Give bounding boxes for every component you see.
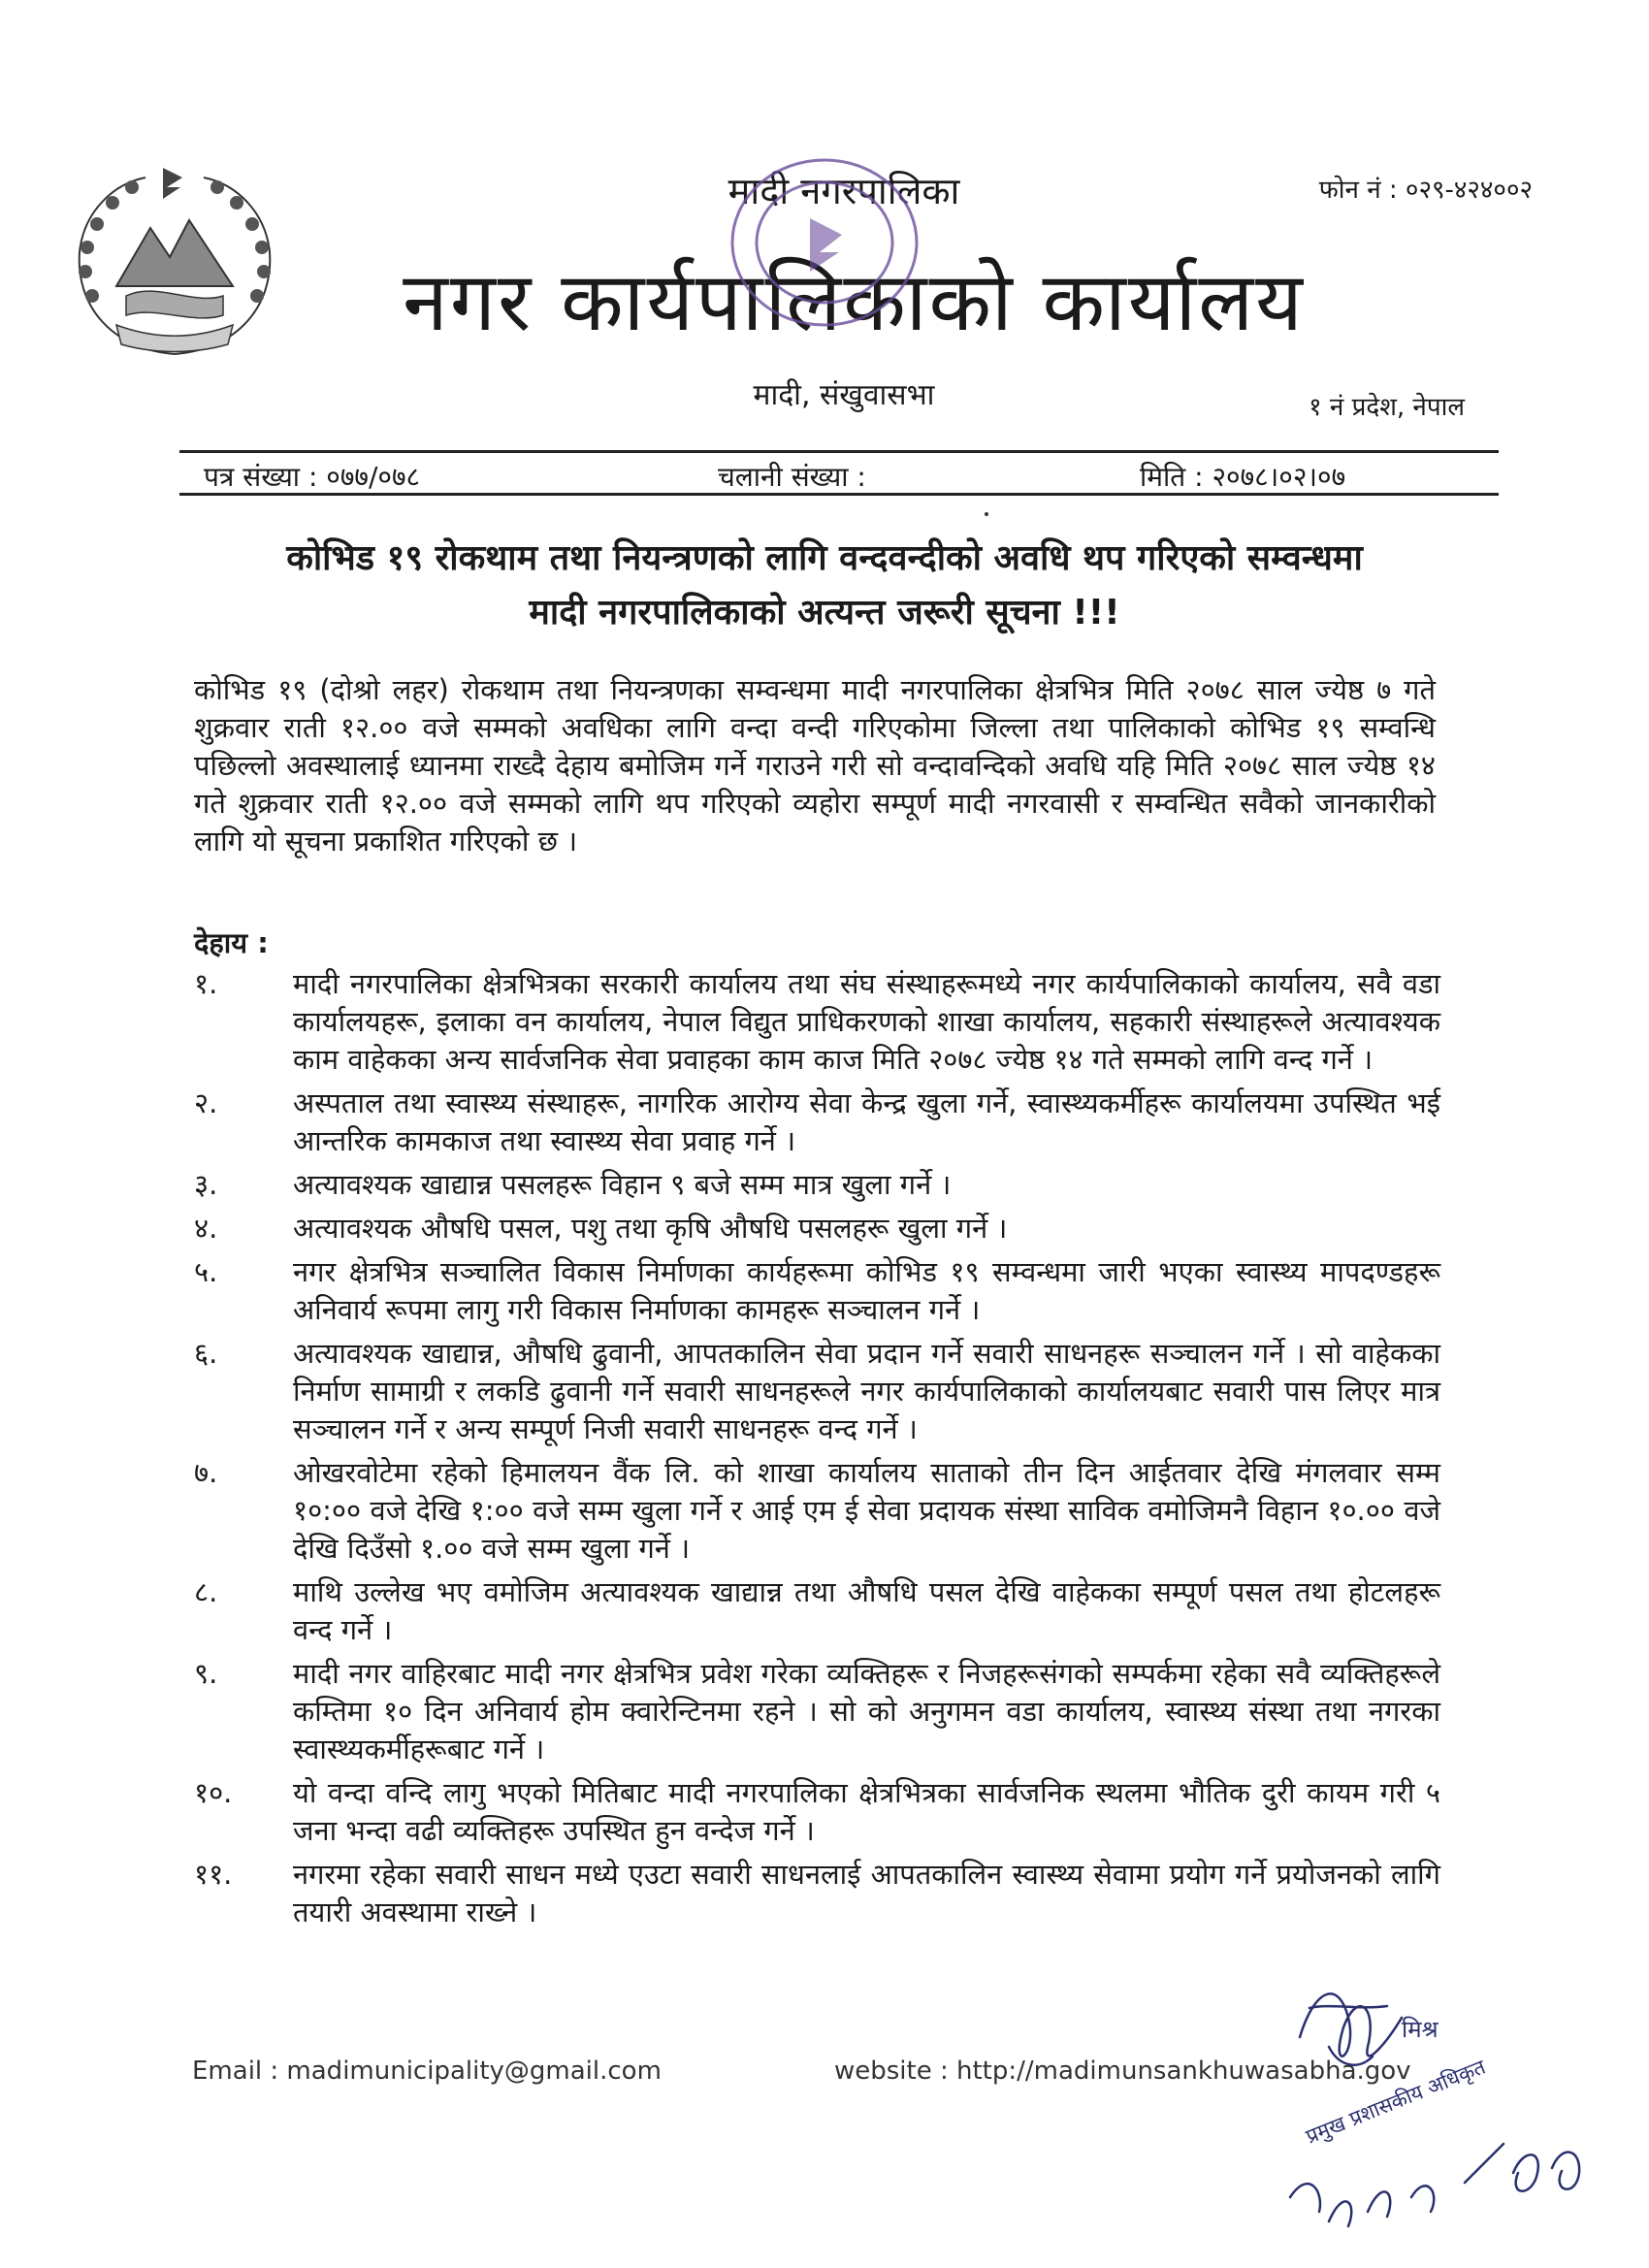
item-text: मादी नगर वाहिरबाट मादी नगर क्षेत्रभित्र प्रवेश गरेका व्यक्तिहरू र निजहरूसंगको सम्पर्कमा रहेका सवै व्यक्तिहरूले कम्तिमा १० दिन अनिवार्य होम क्वारेन्टिनमा रहने । सो को अनुगमन वडा कार्यालय, स्वास्थ्य संस्था तथा नगरका स्वास्थ्यकर्मीहरूबाट गर्ने ।: [293, 1657, 1440, 1766]
dehay-label: देहाय :: [194, 926, 269, 959]
item-number: ७.: [194, 1456, 218, 1489]
list-item: [194, 965, 1440, 1079]
list-item: [194, 1454, 1440, 1568]
item-text: मादी नगरपालिका क्षेत्रभित्रका सरकारी कार्यालय तथा संघ संस्थाहरूमध्ये नगर कार्यपालिकाको कार्यालय, सवै वडा कार्यालयहरू, इलाका वन कार्यालय, नेपाल विद्युत प्राधिकरणको शाखा कार्यालय, सहकारी संस्थाहरूले अत्यावश्यक काम वाहेकका अन्य सार्वजनिक सेवा प्रवाहका काम काज मिति २०७८ ज्येष्ठ १४ गते सम्मको लागि वन्द गर्ने ।: [293, 967, 1440, 1076]
officer-signature-icon: [1271, 1950, 1620, 2251]
directive-list: [194, 965, 1440, 1937]
item-number: ५.: [194, 1255, 218, 1288]
list-item: [194, 1335, 1440, 1448]
official-stamp-icon: [718, 146, 931, 340]
item-text: यो वन्दा वन्दि लागु भएको मितिबाट मादी नगरपालिका क्षेत्रभित्रका सार्वजनिक स्थलमा भौतिक दुरी कायम गरी ५ जना भन्दा वढी व्यक्तिहरू उपस्थित हुन वन्देज गर्ने ।: [293, 1776, 1440, 1847]
item-text: अत्यावश्यक औषधि पसल, पशु तथा कृषि औषधि पसलहरू खुला गर्ने ।: [293, 1212, 1008, 1245]
province: १ नं प्रदेश, नेपाल: [1309, 393, 1465, 422]
notice-title: [0, 532, 1649, 640]
item-number: २.: [194, 1086, 218, 1119]
notice-body: कोभिड १९ (दोश्रो लहर) रोकथाम तथा नियन्त्रणका सम्वन्धमा मादी नगरपालिका क्षेत्रभित्र मिति २०७८ साल ज्येष्ठ ७ गते शुक्रवार राती १२.०० वजे सम्मको अवधिका लागि वन्दा वन्दी गरिएकोमा जिल्ला तथा पालिकाको कोभिड १९ सम्वन्धि पछिल्लो अवस्थालाई ध्यानमा राख्दै देहाय बमोजिम गर्ने गराउने गरी सो वन्दावन्दिको अवधि यहि मिति २०७८ साल ज्येष्ठ १४ गते शुक्रवार राती १२.०० वजे सम्मको लागि थप गरिएको व्यहोरा सम्पूर्ण मादी नगरवासी र सम्वन्धित सवैको जानकारीको लागि यो सूचना प्रकाशित गरिएको छ ।: [194, 673, 1436, 858]
ink-dot: [985, 512, 988, 516]
item-text: ओखरवोटेमा रहेको हिमालयन वैंक लि. को शाखा कार्यालय साताको तीन दिन आईतवार देखि मंगलवार सम्म १०:०० वजे देखि १:०० वजे सम्म खुला गर्ने र आई एम ई सेवा प्रदायक संस्था साविक वमोजिमनै विहान १०.०० वजे देखि दिउँसो १.०० वजे सम्म खुला गर्ने ।: [293, 1456, 1440, 1565]
header-rule-top: [179, 450, 1499, 453]
item-text: नगरमा रहेका सवारी साधन मध्ये एउटा सवारी साधनलाई आपतकालिन स्वास्थ्य सेवामा प्रयोग गर्ने प्रयोजनको लागि तयारी अवस्थामा राख्ने ।: [293, 1858, 1440, 1928]
footer-website: website : http://madimunsankhuwasabha.gov: [834, 2057, 1411, 2086]
notice-title-line2: मादी नगरपालिकाको अत्यन्त जरूरी सूचना !!!: [529, 593, 1120, 632]
item-number: ९.: [194, 1657, 218, 1690]
list-item: [194, 1573, 1440, 1649]
list-item: [194, 1085, 1440, 1160]
item-text: अत्यावश्यक खाद्यान्न पसलहरू विहान ९ बजे सम्म मात्र खुला गर्ने ।: [293, 1168, 952, 1201]
phone-number: फोन नं : ०२९-४२४००२: [1318, 176, 1533, 205]
header-rule-bottom: [179, 493, 1499, 496]
signature-name: मिश्र: [1402, 2016, 1439, 2043]
notice-title-line1: कोभिड १९ रोकथाम तथा नियन्त्रणको लागि वन्दवन्दीको अवधि थप गरिएको सम्वन्धमा: [286, 538, 1363, 578]
item-number: ४.: [194, 1212, 218, 1245]
list-item: [194, 1856, 1440, 1931]
list-item: [194, 1774, 1440, 1850]
item-text: नगर क्षेत्रभित्र सञ्चालित विकास निर्माणका कार्यहरूमा कोभिड १९ सम्वन्धमा जारी भएका स्वास्थ्य मापदण्डहरू अनिवार्य रूपमा लागु गरी विकास निर्माणका कामहरू सञ्चालन गर्ने ।: [293, 1255, 1440, 1326]
item-text: माथि उल्लेख भए वमोजिम अत्यावश्यक खाद्यान्न तथा औषधि पसल देखि वाहेकका सम्पूर्ण पसल तथा होटलहरू वन्द गर्ने ।: [293, 1575, 1440, 1646]
letter-date: मिति : २०७८।०२।०७: [1140, 461, 1346, 493]
org-name: मादी नगरपालिका: [728, 170, 960, 212]
item-number: ११.: [194, 1858, 233, 1891]
item-text: अस्पताल तथा स्वास्थ्य संस्थाहरू, नागरिक आरोग्य सेवा केन्द्र खुला गर्ने, स्वास्थ्यकर्मीहरू कार्यालयमा उपस्थित भई आन्तरिक कामकाज तथा स्वास्थ्य सेवा प्रवाह गर्ने ।: [293, 1086, 1440, 1157]
item-number: ६.: [194, 1337, 218, 1370]
item-number: १.: [194, 967, 218, 1000]
office-address: मादी, संखुवासभा: [753, 378, 935, 412]
list-item: [194, 1210, 1440, 1247]
footer-email: Email : madimunicipality@gmail.com: [192, 2057, 662, 2086]
letter-number: पत्र संख्या : ०७७/०७८: [204, 461, 421, 493]
list-item: [194, 1655, 1440, 1768]
signature-designation: प्रमुख प्रशासकीय अधिकृत: [1302, 2055, 1489, 2149]
item-number: १०.: [194, 1776, 233, 1809]
item-number: ३.: [194, 1168, 218, 1201]
item-number: ८.: [194, 1575, 218, 1608]
item-text: अत्यावश्यक खाद्यान्न, औषधि ढुवानी, आपतकालिन सेवा प्रदान गर्ने सवारी साधनहरू सञ्चालन गर्ने । सो वाहेकका निर्माण सामाग्री र लकडि ढुवानी गर्ने सवारी साधनहरूले नगर कार्यपालिकाको कार्यालयबाट सवारी पास लिएर मात्र सञ्चालन गर्ने र अन्य सम्पूर्ण निजी सवारी साधनहरू वन्द गर्ने ।: [293, 1337, 1440, 1445]
office-title: नगर कार्यपालिकाको कार्यालय: [403, 254, 1305, 349]
list-item: [194, 1166, 1440, 1204]
dispatch-number: चलानी संख्या :: [718, 461, 866, 493]
list-item: [194, 1253, 1440, 1329]
